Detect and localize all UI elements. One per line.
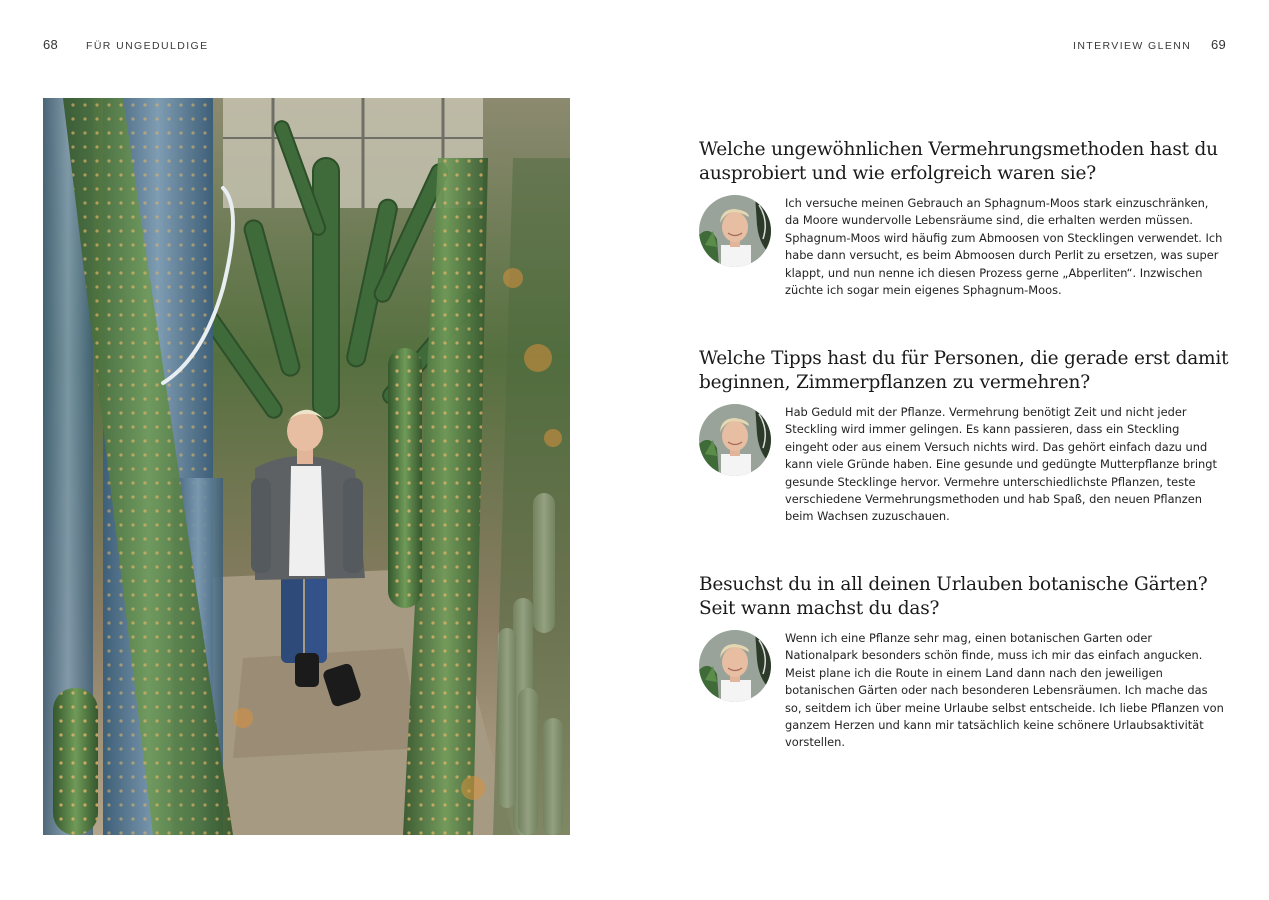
qa-question: Welche Tipps hast du für Personen, die gerade erst damit beginnen, Zimmerpflanzen zu vermehren? [699,348,1229,393]
qa-answer-row [699,195,1234,299]
qa-question: Besuchst du in all deinen Urlauben botanische Gärten? Seit wann machst du das? [699,574,1208,619]
qa-answer: Ich versuche meinen Gebrauch an Sphagnum-Moos stark einzuschränken, da Moore wundervolle Lebensräume sind, die erhalten werden müssen. Sphagnum-Moos wird häufig zum Abmoosen von Stecklingen verwendet. Ich habe dann versucht, es beim Abmoosen durch Perlit zu ersetzen, was super klappt, und nun nenne ich diesen Prozess gerne „Abperliten“. Inzwischen züchte ich sogar mein eigenes Sphagnum-Moos. [785,196,1223,298]
page-number-left: 68 [43,37,59,52]
qa-answer: Wenn ich eine Pflanze sehr mag, einen botanischen Garten oder Nationalpark besonders schön finde, muss ich mir das einfach angucken. Meist plane ich die Route in einem Land dann nach den jeweiligen botanischen Gärten oder nach besonderen Lebensräumen. Ich mache das so, seitdem ich über meine Urlaube selbst entscheide. Ich liebe Pflanzen von ganzem Herzen und kann mir tatsächlich keine schönere Urlaubsaktivität vorstellen. [785,631,1224,750]
qa-block [699,573,1234,752]
qa-block [699,138,1234,299]
running-head-left: FÜR UNGEDULDIGE [86,40,209,52]
running-head-right: INTERVIEW GLENN [1073,40,1192,52]
greenhouse-cactus-photo [43,98,570,835]
page-number-right: 69 [1211,37,1227,52]
left-page [0,0,634,900]
qa-answer-row [699,404,1234,526]
qa-block [699,347,1234,526]
qa-answer-row [699,630,1234,752]
qa-question: Welche ungewöhnlichen Vermehrungsmethoden hast du ausprobiert und wie erfolgreich waren sie? [699,139,1218,184]
interviewee-portrait-avatar [699,404,771,476]
interviewee-portrait-avatar [699,630,771,702]
right-page [634,0,1269,900]
qa-answer: Hab Geduld mit der Pflanze. Vermehrung benötigt Zeit und nicht jeder Steckling wird immer gelingen. Es kann passieren, dass ein Steckling eingeht oder aus einem Versuch nichts wird. Das gehört einfach dazu und kann viele Gründe haben. Eine gesunde und gedüngte Mutterpflanze bringt gesunde Stecklinge hervor. Vermehre unterschiedlichste Pflanzen, teste verschiedene Vermehrungsmethoden und hab Spaß, den neuen Pflanzen beim Wachsen zuzuschauen. [785,405,1217,524]
interviewee-portrait-avatar [699,195,771,267]
